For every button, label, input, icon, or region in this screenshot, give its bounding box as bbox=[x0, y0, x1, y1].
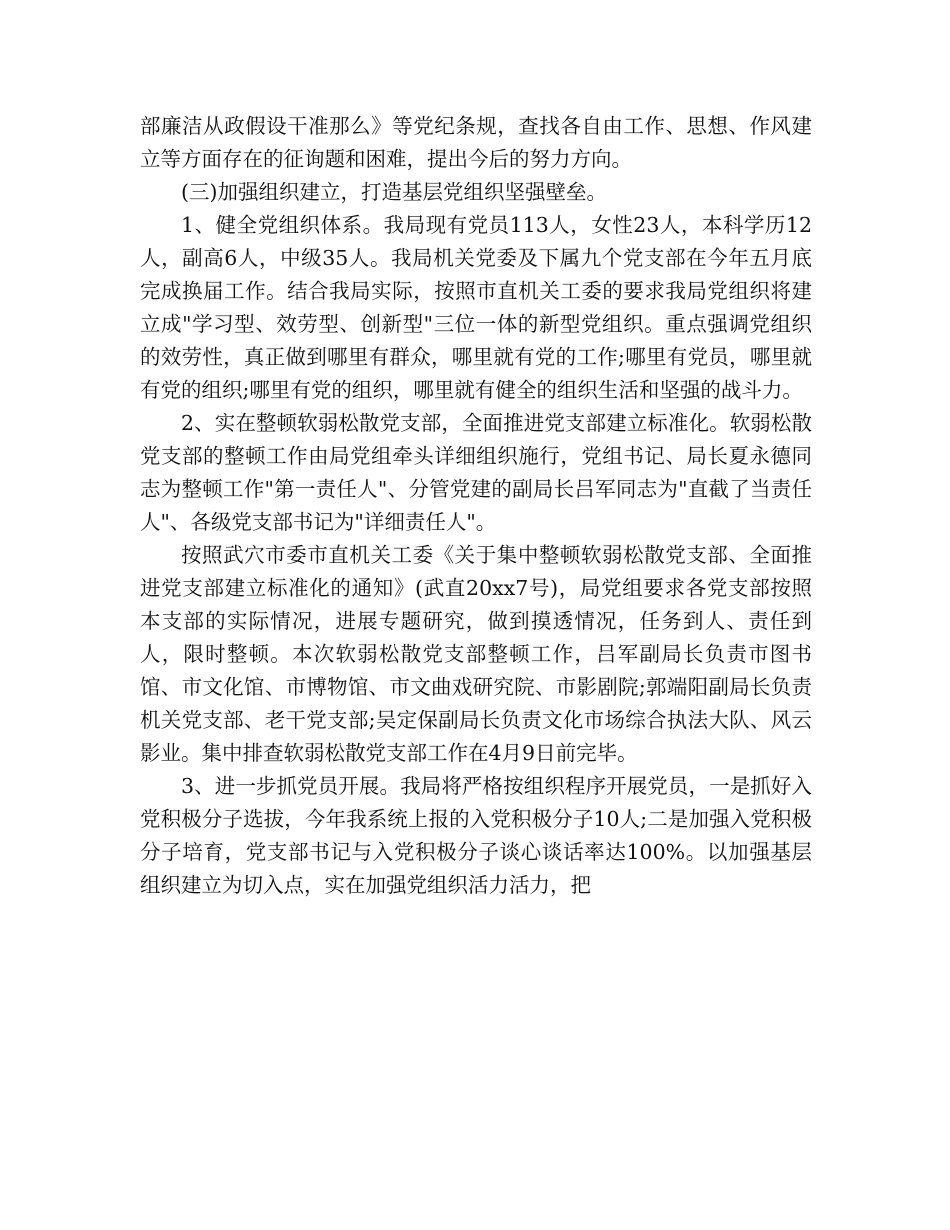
paragraph-party-system: 1、健全党组织体系。我局现有党员113人，女性23人，本科学历12人，副高6人，中级35人。我局机关党委及下属九个党支部在今年五月底完成换届工作。结合我局实际，按照市直机关工委的要求我局党组织将建立成"学习型、效劳型、创新型"三位一体的新型党组织。重点强调党组织的效劳性，真正做到哪里有群众，哪里就有党的工作;哪里有党员，哪里就有党的组织;哪里有党的组织，哪里就有健全的组织生活和坚强的战斗力。 bbox=[140, 213, 812, 402]
paragraph-member-development: 3、进一步抓党员开展。我局将严格按组织程序开展党员，一是抓好入党积极分子选拔，今年我系统上报的入党积极分子10人;二是加强入党积极分子培育，党支部书记与入党积极分子谈心谈话率达100%。以加强基层组织建立为切入点，实在加强党组织活力活力，把 bbox=[140, 774, 812, 897]
document-page bbox=[140, 110, 812, 902]
paragraph-notice: 按照武穴市委市直机关工委《关于集中整顿软弱松散党支部、全面推进党支部建立标准化的通知》(武直20xx7号)，局党组要求各党支部按照本支部的实际情况，进展专题研究，做到摸透情况，任务到人、责任到人，限时整顿。本次软弱松散党支部整顿工作，吕军副局长负责市图书馆、市文化馆、市博物馆、市文曲戏研究院、市影剧院;郭端阳副局长负责机关党支部、老干党支部;吴定保副局长负责文化市场综合执法大队、风云影业。集中排查软弱松散党支部工作在4月9日前完毕。 bbox=[140, 543, 812, 765]
paragraph-rectification: 2、实在整顿软弱松散党支部，全面推进党支部建立标准化。软弱松散党支部的整顿工作由局党组牵头详细组织施行，党组书记、局长夏永德同志为整顿工作"第一责任人"、分管党建的副局长吕军同志为"直截了当责任人"、各级党支部书记为"详细责任人"。 bbox=[140, 411, 812, 534]
paragraph-continuation: 部廉洁从政假设干准那么》等党纪条规，查找各自由工作、思想、作风建立等方面存在的征询题和困难，提出今后的努力方向。 bbox=[140, 114, 812, 171]
section-heading: (三)加强组织建立，打造基层党组织坚强壁垒。 bbox=[181, 180, 607, 204]
